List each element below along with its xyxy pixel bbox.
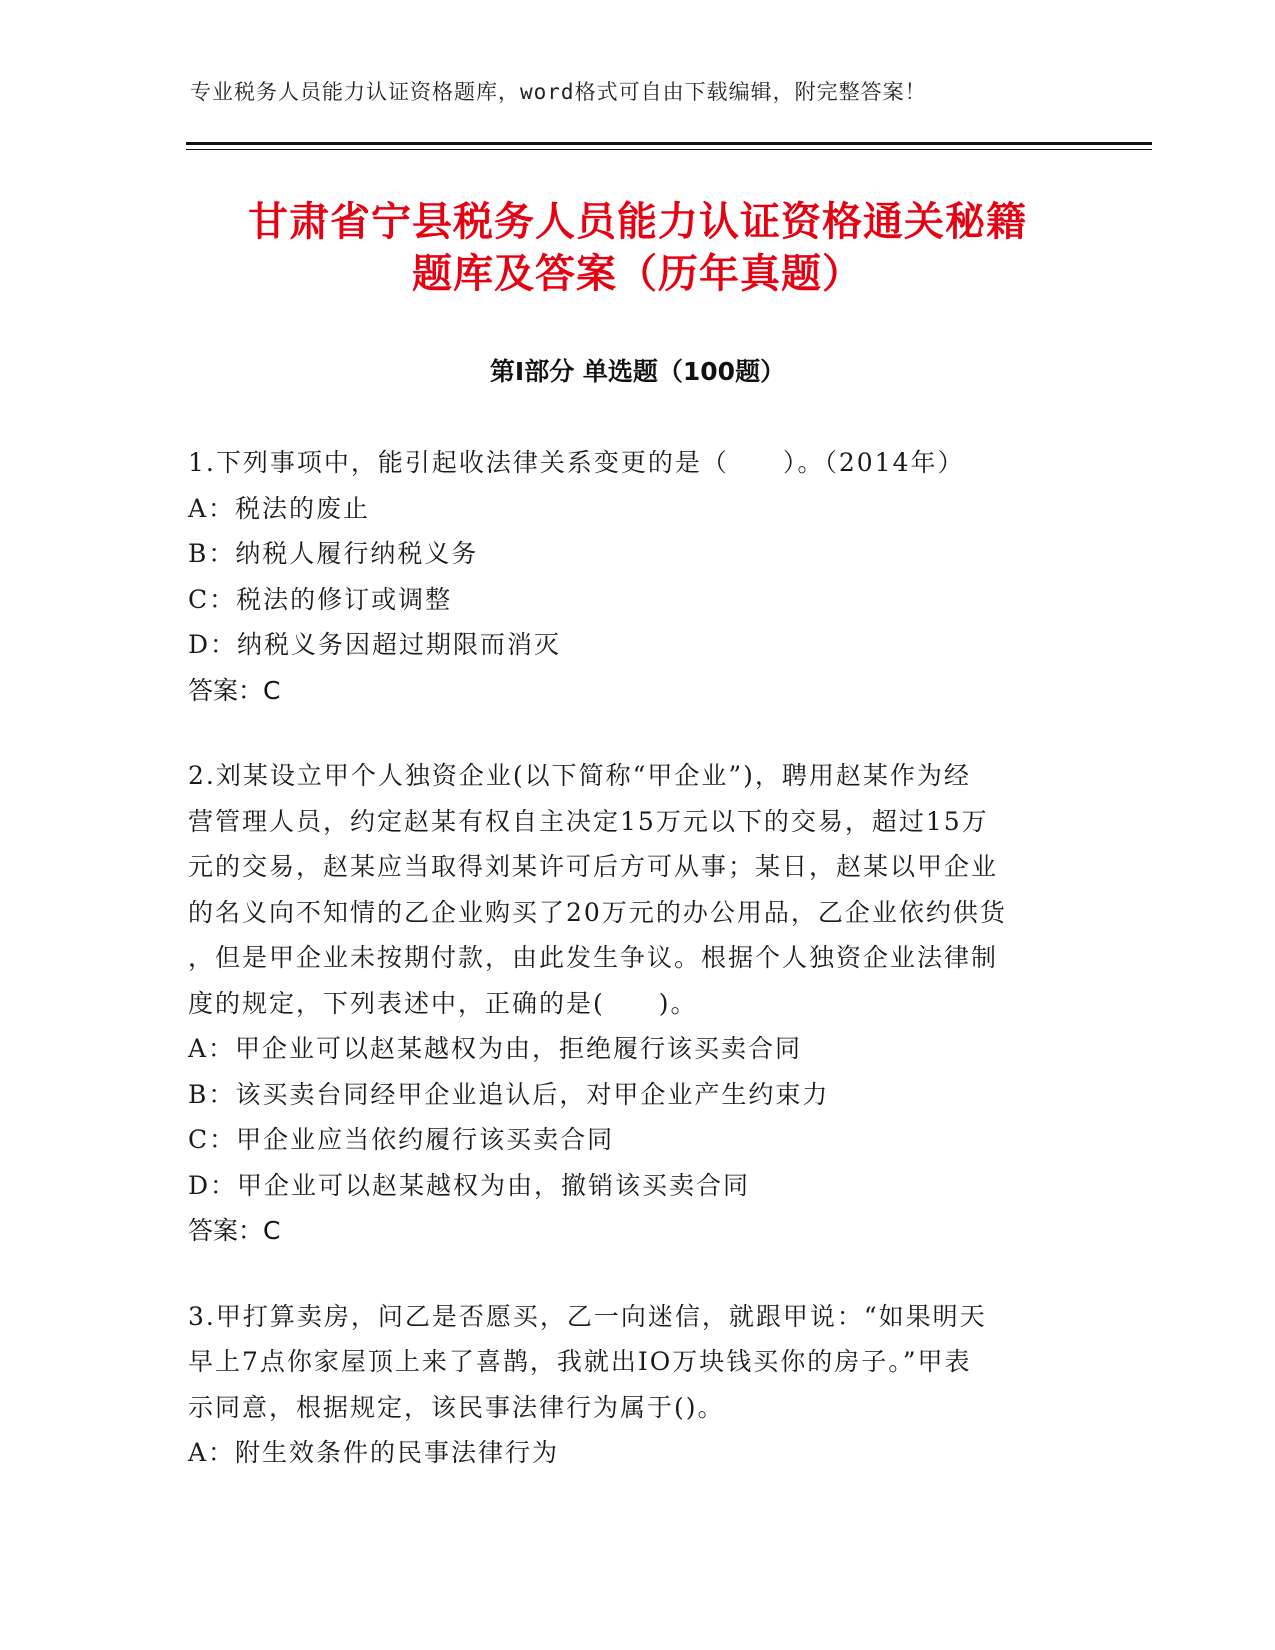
question-1 — [188, 440, 1068, 713]
option-b: B：该买卖台同经甲企业追认后，对甲企业产生约束力 — [188, 1079, 830, 1109]
question-text-line: 度的规定，下列表述中，正确的是( )。 — [188, 988, 698, 1018]
option-c: C：税法的修订或调整 — [188, 584, 453, 614]
document-title — [160, 196, 1115, 300]
question-2 — [188, 753, 1068, 1254]
header-rule-thin — [186, 149, 1152, 150]
header-note: 专业税务人员能力认证资格题库，word格式可自由下载编辑，附完整答案！ — [190, 80, 927, 104]
question-text-line: 示同意，根据规定，该民事法律行为属于()。 — [188, 1392, 725, 1422]
question-text-line: 的名义向不知情的乙企业购买了20万元的办公用品，乙企业依约供货 — [188, 897, 1007, 927]
document-title-line-2: 题库及答案（历年真题） — [412, 251, 863, 297]
question-text-line: 早上7点你家屋顶上来了喜鹊，我就出IO万块钱买你的房子。”甲表 — [188, 1347, 972, 1376]
option-a: A：税法的废止 — [188, 493, 371, 523]
question-list — [188, 440, 1068, 1516]
question-text-line: 3.甲打算卖房，问乙是否愿买，乙一向迷信，就跟甲说：“如果明天 — [188, 1301, 987, 1331]
option-a: A：附生效条件的民事法律行为 — [188, 1438, 560, 1467]
answer: 答案：C — [188, 1216, 281, 1245]
document-title-line-1: 甘肃省宁县税务人员能力认证资格通关秘籍 — [248, 199, 1027, 245]
option-a: A：甲企业可以赵某越权为由，拒绝履行该买卖合同 — [188, 1034, 803, 1063]
answer: 答案：C — [188, 675, 281, 705]
question-text-line: ，但是甲企业未按期付款，由此发生争议。根据个人独资企业法律制 — [188, 943, 999, 972]
option-b: B：纳税人履行纳税义务 — [188, 539, 479, 568]
option-c: C：甲企业应当依约履行该买卖合同 — [188, 1125, 615, 1154]
question-text-line: 营管理人员，约定赵某有权自主决定15万元以下的交易，超过15万 — [188, 806, 989, 836]
question-text-line: 1.下列事项中，能引起收法律关系变更的是（ ）。（2014年） — [188, 448, 965, 477]
question-3 — [188, 1294, 1068, 1476]
option-d: D：甲企业可以赵某越权为由，撤销该买卖合同 — [188, 1170, 751, 1200]
section-title: 第Ⅰ部分 单选题（100题） — [489, 357, 786, 386]
option-d: D：纳税义务因超过期限而消灭 — [188, 630, 562, 659]
question-text-line: 2.刘某设立甲个人独资企业(以下简称“甲企业”)，聘用赵某作为经 — [188, 761, 971, 790]
question-text-line: 元的交易，赵某应当取得刘某许可后方可从事；某日，赵某以甲企业 — [188, 852, 999, 881]
header-rule-thick — [186, 142, 1152, 145]
